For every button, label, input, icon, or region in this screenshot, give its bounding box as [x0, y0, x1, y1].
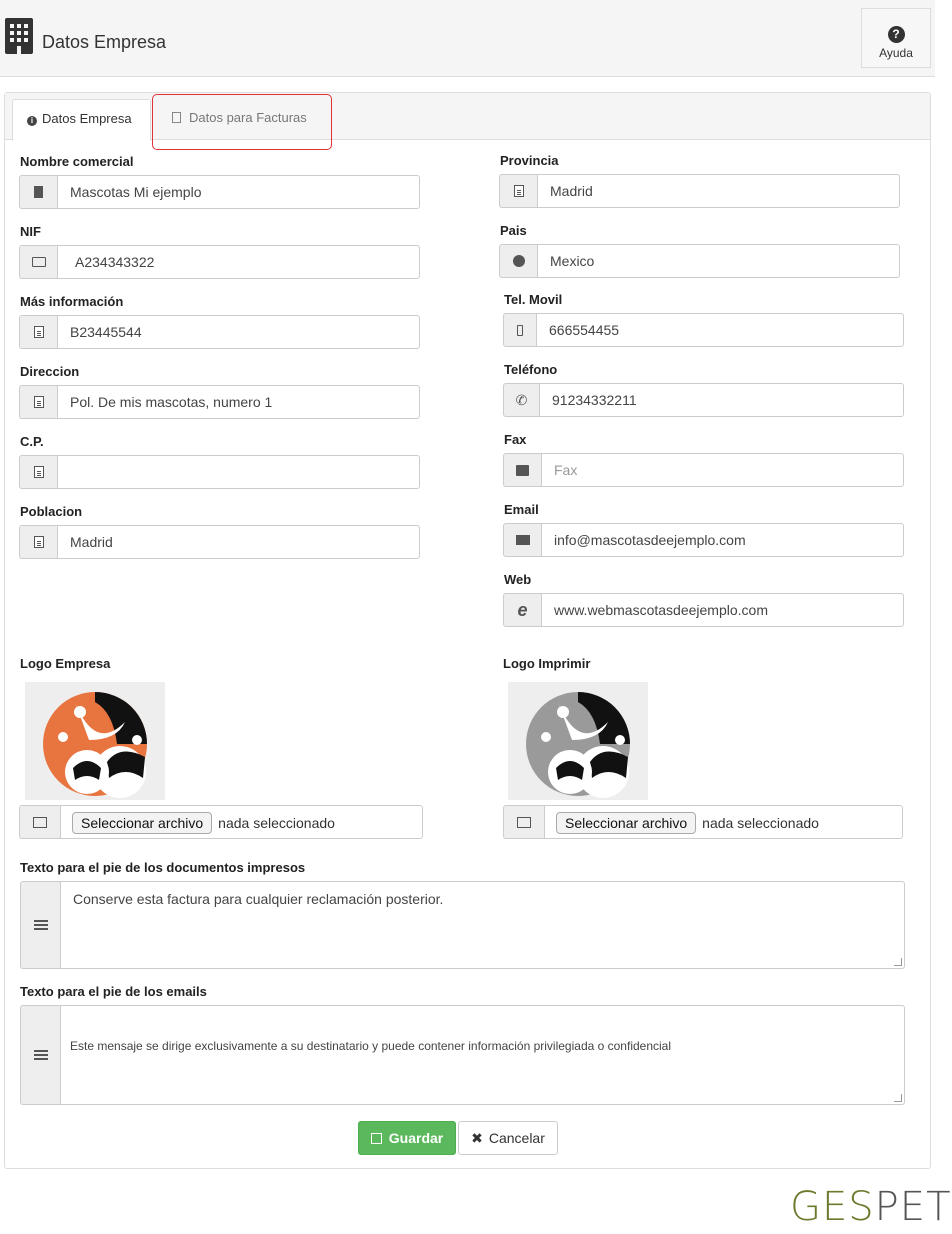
fax-input[interactable]: Fax: [541, 453, 904, 487]
help-label: Ayuda: [879, 46, 913, 60]
provincia-input[interactable]: Madrid: [537, 174, 900, 208]
select-file-button[interactable]: Seleccionar archivo: [72, 812, 212, 834]
footer-emails-textarea[interactable]: [60, 1005, 905, 1105]
brand-logo: [790, 1184, 952, 1230]
mas-info-input[interactable]: B23445544: [57, 315, 420, 349]
logo-empresa-label: Logo Empresa: [20, 656, 111, 671]
email-field: [503, 523, 904, 557]
building-icon: [19, 175, 57, 209]
logo-empresa-image: [25, 682, 165, 800]
document-icon: [19, 455, 57, 489]
document-icon: [19, 525, 57, 559]
document-icon: [19, 315, 57, 349]
tab-label: Datos para Facturas: [189, 110, 307, 125]
help-button[interactable]: [861, 8, 931, 68]
brand-part1: GES: [790, 1184, 875, 1230]
field-label-provincia: Provincia: [500, 153, 559, 168]
tab-label: Datos Empresa: [42, 111, 132, 126]
indent-icon: [20, 881, 60, 969]
cp-field: [19, 455, 420, 489]
field-label-nombre: Nombre comercial: [20, 154, 134, 169]
telefono-input[interactable]: 91234332211: [539, 383, 904, 417]
browser-icon: e: [503, 593, 541, 627]
phone-icon: ✆: [503, 383, 539, 417]
field-label-web: Web: [504, 572, 532, 587]
field-label-direccion: Direccion: [20, 364, 80, 379]
nombre-comercial-field: [19, 175, 420, 209]
footer-emails-field: [20, 1005, 905, 1105]
pais-field: [499, 244, 900, 278]
field-label-cp: C.P.: [20, 434, 44, 449]
field-label-email: Email: [504, 502, 539, 517]
logo-empresa-file-input[interactable]: [60, 805, 423, 839]
footer-docs-textarea[interactable]: [60, 881, 905, 969]
mobile-icon: [503, 313, 536, 347]
logo-empresa-file-field: [19, 805, 423, 839]
brand-part2: PET: [874, 1184, 952, 1230]
indent-icon: [20, 1005, 60, 1105]
poblacion-field: [19, 525, 420, 559]
building-icon: [5, 18, 33, 54]
cancel-button[interactable]: [458, 1121, 558, 1155]
file-status: nada seleccionado: [702, 815, 819, 831]
image-icon: [19, 805, 60, 839]
footer-emails-text: Este mensaje se dirige exclusivamente a su destinatario y puede contener información privilegiada o confidencial: [70, 1039, 672, 1053]
logo-imprimir-file-input[interactable]: [544, 805, 903, 839]
image-icon: [503, 805, 544, 839]
mas-info-field: [19, 315, 420, 349]
envelope-icon: [503, 523, 541, 557]
tab-highlight-box: [152, 94, 332, 150]
direccion-input[interactable]: Pol. De mis mascotas, numero 1: [57, 385, 420, 419]
field-label-tel-movil: Tel. Movil: [504, 292, 563, 307]
resize-handle[interactable]: [894, 1094, 902, 1102]
cp-input[interactable]: [57, 455, 420, 489]
cancel-label: Cancelar: [488, 1130, 545, 1146]
question-icon: ?: [888, 26, 905, 43]
tab-datos-empresa[interactable]: [12, 99, 151, 141]
logo-imprimir-label: Logo Imprimir: [503, 656, 591, 671]
nif-input[interactable]: A234343322: [57, 245, 420, 279]
info-icon: i: [27, 116, 37, 126]
fax-icon: [503, 453, 541, 487]
fax-field: [503, 453, 904, 487]
pais-input[interactable]: Mexico: [537, 244, 900, 278]
tel-movil-field: [503, 313, 904, 347]
poblacion-input[interactable]: Madrid: [57, 525, 420, 559]
select-file-button[interactable]: Seleccionar archivo: [556, 812, 696, 834]
save-label: Guardar: [388, 1130, 444, 1146]
document-icon: [499, 174, 537, 208]
footer-docs-text: Conserve esta factura para cualquier reclamación posterior.: [73, 891, 444, 907]
direccion-field: [19, 385, 420, 419]
page-title: Datos Empresa: [42, 32, 167, 52]
field-label-mas-info: Más información: [20, 294, 124, 309]
field-label-fax: Fax: [504, 432, 527, 447]
close-icon: ✖: [471, 1130, 483, 1146]
web-field: [503, 593, 904, 627]
tel-movil-input[interactable]: 666554455: [536, 313, 904, 347]
footer-docs-field: [20, 881, 905, 969]
tab-strip: [5, 93, 930, 140]
field-label-nif: NIF: [20, 224, 41, 239]
field-label-telefono: Teléfono: [504, 362, 558, 377]
web-input[interactable]: www.webmascotasdeejemplo.com: [541, 593, 904, 627]
top-bar: [0, 0, 935, 77]
telefono-field: [503, 383, 904, 417]
footer-docs-label: Texto para el pie de los documentos impresos: [20, 860, 306, 875]
globe-icon: [499, 244, 537, 278]
save-icon: [371, 1133, 382, 1144]
logo-imprimir-image: [508, 682, 648, 800]
field-label-pais: Pais: [500, 223, 527, 238]
email-input[interactable]: info@mascotasdeejemplo.com: [541, 523, 904, 557]
save-button[interactable]: [358, 1121, 456, 1155]
nif-field: [19, 245, 420, 279]
nombre-comercial-input[interactable]: Mascotas Mi ejemplo: [57, 175, 420, 209]
provincia-field: [499, 174, 900, 208]
footer-emails-label: Texto para el pie de los emails: [20, 984, 207, 999]
field-label-poblacion: Poblacion: [20, 504, 83, 519]
resize-handle[interactable]: [894, 958, 902, 966]
id-card-icon: [19, 245, 57, 279]
logo-imprimir-file-field: [503, 805, 903, 839]
file-status: nada seleccionado: [218, 815, 335, 831]
document-icon: [19, 385, 57, 419]
